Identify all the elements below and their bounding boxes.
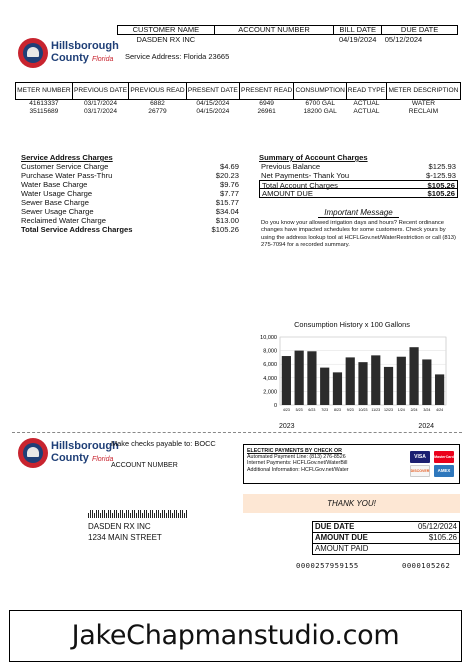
barcode-bar [162,510,163,518]
consumption-bar [397,357,406,405]
charge-amount: $15.77 [215,198,239,207]
mailing-name: DASDEN RX INC [88,522,151,531]
barcode-bar [90,510,91,518]
stub-amount-due: $105.26 [396,533,459,544]
meter-col-header: READ TYPE [346,83,386,100]
meter-cell: 6700 GAL [305,100,336,107]
total-account: $105.26 [427,181,455,190]
barcode-bar [178,513,179,518]
stub-account-label: ACCOUNT NUMBER [111,462,178,469]
service-charges-total-label: Total Service Address Charges [21,225,133,234]
meter-cell: 6882 [150,100,165,107]
meter-cell: WATER [411,100,435,107]
barcode-bar [156,510,157,518]
barcode-bar [96,510,97,518]
barcode-bar [158,510,159,518]
bill-date: 04/19/2024 [338,35,377,44]
chart-years [252,423,452,430]
stub-amounts [312,521,460,555]
consumption-bar [384,367,393,405]
year-right: 2024 [418,423,434,430]
meter-col-header: METER DESCRIPTION [386,83,460,100]
barcode-bar [132,510,133,518]
charge-row [21,198,239,207]
due-date: 05/12/2024 [384,35,423,44]
stub-amount-due-label: AMOUNT DUE [313,533,397,544]
y-tick-label: 6,000 [263,362,277,369]
logo-state: Florida [91,56,114,63]
due-date-label: DUE DATE [382,26,458,35]
consumption-bar [435,374,444,405]
consumption-bar [307,351,316,405]
x-tick-label: 11/23 [371,408,381,412]
barcode-bar [88,513,89,518]
barcode-bar [144,510,145,518]
amount-due-row [259,189,458,198]
mastercard-icon: MasterCard [434,451,454,463]
meter-cell: 6949 [259,100,274,107]
bill-date-label: BILL DATE [334,26,382,35]
chart-svg [252,333,452,418]
meter-col-header: PREVIOUS DATE [72,83,128,100]
amex-card-icon: AMEX [434,465,454,477]
barcode-bar [92,510,93,518]
barcode-bar [180,510,181,518]
stub-due-date: 05/12/2024 [396,522,459,533]
consumption-bar [295,351,304,405]
meter-table [15,82,461,116]
charge-row [21,180,239,189]
total-account-row [259,180,458,189]
logo-county: County [51,52,89,64]
customer-name-label: CUSTOMER NAME [118,26,215,35]
stub-county-seal-icon [18,438,48,468]
charge-row [21,171,239,180]
payment-info-box [243,444,460,484]
barcode-bar [126,510,127,518]
chart-title: Consumption History x 100 Gallons [294,320,410,329]
barcode-bar [152,510,153,518]
barcode-bar [102,510,103,518]
meter-cell: 35115689 [29,108,59,115]
consumption-bar [333,372,342,405]
charge-label: Sewer Base Charge [21,198,89,207]
barcode-bar [160,513,161,518]
charge-label: Sewer Usage Charge [21,207,94,216]
account-number [214,35,334,46]
service-address-label: Service Address: [125,52,182,61]
meter-row [16,108,461,116]
consumption-bar [371,355,380,405]
previous-balance: $125.93 [428,162,456,171]
x-tick-label: 9/23 [346,408,354,412]
charge-label: Customer Service Charge [21,162,109,171]
barcode-bar [124,513,125,518]
barcode-bar [130,513,131,518]
meter-cell: 18200 GAL [303,108,337,115]
charge-amount: $4.69 [219,162,239,171]
important-message [259,207,458,252]
postal-barcode [88,510,188,518]
scan-line-right: 0000105262 [402,561,451,570]
barcode-bar [182,510,183,518]
charge-amount: $7.77 [219,189,239,198]
barcode-bar [170,510,171,518]
card-logos [410,448,456,480]
meter-cell: ACTUAL [353,108,380,115]
discover-card-icon: DISCOVER [410,465,430,477]
charge-amount: $34.04 [215,207,239,216]
footer-watermark: JakeChapmanstudio.com [9,610,462,662]
stub-due-date-label: DUE DATE [313,522,397,533]
customer-name: DASDEN RX INC [136,35,196,44]
payment-line3: Additional Information: HCFLGov.net/Water [247,466,349,473]
x-tick-label: 5/23 [295,408,303,412]
stub-logo-state: Florida [91,456,114,463]
consumption-bar [358,362,367,405]
net-payments: $-125.93 [426,171,456,180]
account-number-label: ACCOUNT NUMBER [214,26,334,35]
service-charges-total: $105.26 [211,225,239,234]
x-tick-label: 7/23 [321,408,329,412]
barcode-bar [186,510,187,518]
county-seal-icon [18,38,48,68]
thank-you-banner: THANK YOU! [243,494,460,513]
barcode-bar [148,513,149,518]
barcode-bar [140,510,141,518]
y-tick-label: 2,000 [263,389,277,396]
service-address [125,52,458,61]
message-title [259,207,458,218]
meter-col-header: METER NUMBER [16,83,73,100]
x-tick-label: 6/23 [308,408,316,412]
meter-cell: 26779 [148,108,167,115]
visa-card-icon: VISA [410,451,430,463]
meter-col-header: PRESENT READ [239,83,293,100]
x-tick-label: 4/23 [282,408,290,412]
meter-col-header: CONSUMPTION [294,83,347,100]
x-tick-label: 3/24 [423,408,431,412]
payment-line2: Internet Payments: HCFLGov.net/WaterBill [247,460,348,467]
stub-amount-paid-label: AMOUNT PAID [313,544,397,555]
barcode-bar [166,513,167,518]
summary-title: Summary of Account Charges [259,153,368,162]
charge-label: Water Usage Charge [21,189,93,198]
y-tick-label: 4,000 [263,375,277,382]
meter-col-header: PRESENT DATE [186,83,239,100]
barcode-bar [98,510,99,518]
barcode-bar [106,513,107,518]
barcode-bar [114,510,115,518]
service-charges-title: Service Address Charges [21,153,113,162]
barcode-bar [116,510,117,518]
total-account-label: Total Account Charges [262,181,338,190]
barcode-bar [134,510,135,518]
barcode-bar [138,510,139,518]
barcode-bar [120,510,121,518]
checks-payable: Make checks payable to: BOCC [111,439,216,448]
y-tick-label: 10,000 [260,335,277,341]
payment-line1: Automated Payment Line: (813) 276-8526 [247,454,346,461]
year-left: 2023 [279,423,295,430]
y-tick-label: 8,000 [263,348,277,355]
meter-cell: 04/15/2024 [196,100,230,107]
service-address-value: Florida 23665 [183,52,230,61]
mailing-street: 1234 MAIN STREET [88,533,162,542]
charge-row [21,162,239,171]
barcode-bar [174,510,175,518]
stub-county-logo [18,438,119,468]
service-charges-total-row [21,225,239,234]
charge-row [21,189,239,198]
charge-row [21,216,239,225]
barcode-bar [104,510,105,518]
meter-cell: RECLAIM [408,108,439,115]
barcode-bar [110,510,111,518]
amount-paid-field[interactable] [396,544,459,555]
amount-due: $105.26 [427,189,455,198]
meter-cell: 03/17/2024 [83,108,117,115]
charge-row [21,207,239,216]
meter-cell: 03/17/2024 [83,100,117,107]
consumption-bar [409,347,418,405]
meter-cell: 41613337 [29,100,59,107]
net-payments-label: Net Payments- Thank You [261,171,350,180]
barcode-bar [176,510,177,518]
previous-balance-row [259,162,458,171]
barcode-bar [142,513,143,518]
barcode-bar [150,510,151,518]
meter-cell: 04/15/2024 [196,108,230,115]
net-payments-row [259,171,458,180]
payment-box-title: ELECTRIC PAYMENTS BY CHECK OR [247,448,342,454]
message-body: Do you know your allowed irrigation days and hours? Recent ordinance changes have impacted schedules for some customers. Check yours by using the address lookup tool at HCFLGov.net/WaterRestriction or call (813) 275-7094 for a recorded summary. [261,220,456,249]
consumption-bar [422,359,431,405]
stub-logo-line1: Hillsborough [51,440,119,453]
charge-amount: $13.00 [215,216,239,225]
meter-cell: 26961 [257,108,276,115]
meter-section [15,82,461,116]
barcode-bar [184,513,185,518]
consumption-chart [252,320,452,430]
charge-amount: $20.23 [215,171,239,180]
barcode-bar [118,513,119,518]
consumption-bar [346,357,355,405]
scan-line-left: 0000257959155 [296,561,359,570]
x-tick-label: 8/23 [333,408,341,412]
x-tick-label: 10/23 [358,408,368,412]
barcode-bar [172,513,173,518]
stub-logo-line2 [51,453,119,465]
charge-amount: $9.76 [219,180,239,189]
barcode-bar [154,513,155,518]
barcode-bar [146,510,147,518]
barcode-bar [112,513,113,518]
x-tick-label: 2/24 [410,408,418,412]
consumption-bar [320,368,329,405]
barcode-bar [122,510,123,518]
barcode-bar [108,510,109,518]
meter-col-header: PREVIOUS READ [129,83,187,100]
logo-line2 [51,53,119,65]
charge-label: Water Base Charge [21,180,88,189]
barcode-bar [128,510,129,518]
barcode-bar [168,510,169,518]
bill-header [117,25,458,61]
consumption-bar [282,356,291,405]
amount-due-label: AMOUNT DUE [262,189,313,198]
mailing-address [88,521,162,543]
meter-row [16,100,461,109]
previous-balance-label: Previous Balance [261,162,321,171]
service-charges [21,153,239,234]
barcode-bar [136,513,137,518]
charge-label: Purchase Water Pass-Thru [21,171,113,180]
meter-cell: ACTUAL [353,100,380,107]
x-tick-label: 12/23 [384,408,394,412]
message-title-text: Important Message [318,208,398,218]
barcode-bar [94,513,95,518]
stub-logo-county: County [51,452,89,464]
x-tick-label: 1/24 [397,408,405,412]
account-summary [259,153,458,198]
barcode-bar [100,513,101,518]
x-tick-label: 4/24 [436,408,444,412]
charge-label: Reclaimed Water Charge [21,216,106,225]
logo-line1: Hillsborough [51,40,119,53]
tear-line [12,432,462,433]
county-logo [18,38,119,68]
y-tick-label: 0 [273,403,277,409]
barcode-bar [164,510,165,518]
